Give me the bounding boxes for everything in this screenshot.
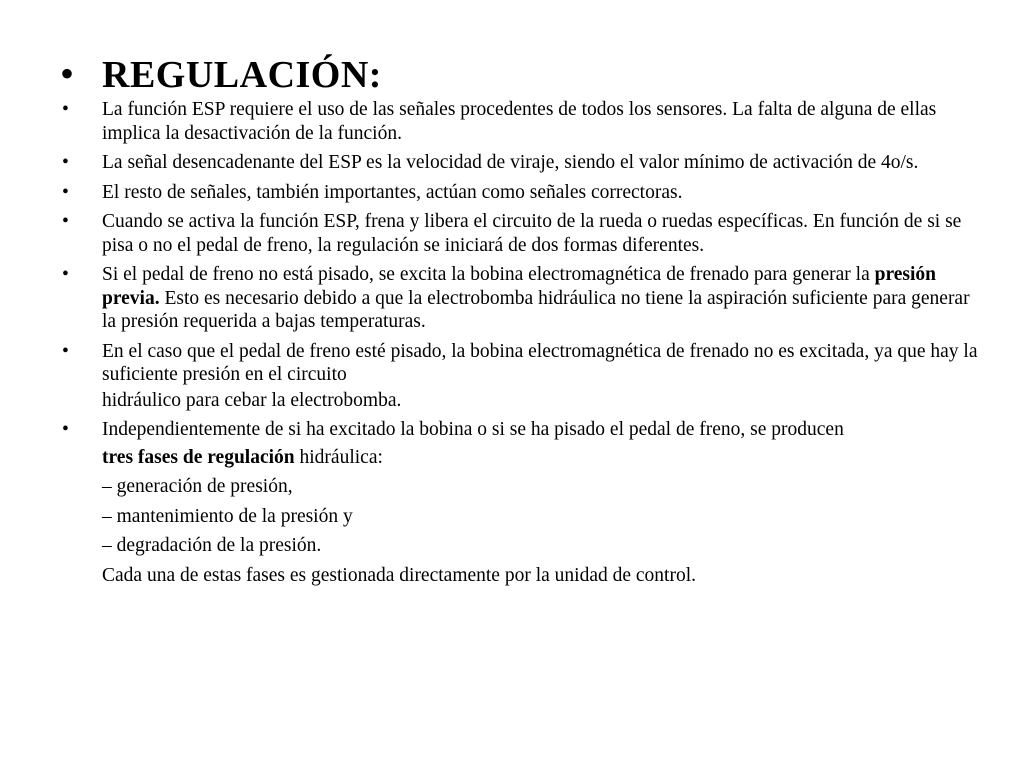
bullet-text: En el caso que el pedal de freno esté pisado, la bobina electromagnética de frenado no es excitada, ya que hay la suficiente presión en el circuito bbox=[102, 340, 978, 385]
bullet-item-6 bbox=[58, 340, 988, 387]
phases-heading-bold: tres fases de regulación bbox=[102, 446, 295, 468]
bullet-text bbox=[102, 263, 988, 334]
phases-heading bbox=[58, 446, 988, 470]
bullet-text: Independientemente de si ha excitado la bobina o si se ha pisado el pedal de freno, se producen bbox=[102, 419, 844, 440]
bullet-item-1 bbox=[58, 98, 988, 145]
bullet-dot: • bbox=[62, 99, 69, 120]
bullet-item-7 bbox=[58, 418, 988, 442]
bullet-dot: • bbox=[62, 181, 69, 203]
bullet-text: La señal desencadenante del ESP es la velocidad de viraje, siendo el valor mínimo de activación de 4o/s. bbox=[102, 152, 919, 173]
bullet-dot: • bbox=[62, 264, 69, 285]
bullet-text-part2: Esto es necesario debido a que la electrobomba hidráulica no tiene la aspiración suficiente para generar la presión requerida a bajas temperaturas. bbox=[102, 287, 970, 332]
bullet-dot: • bbox=[62, 340, 69, 362]
slide-title: REGULACIÓN: bbox=[102, 54, 382, 96]
bullet-dot: • bbox=[62, 152, 69, 173]
phase-item-1: – generación de presión, bbox=[102, 476, 293, 497]
phases-heading-tail: hidráulica: bbox=[294, 446, 383, 468]
bullet-item-5 bbox=[58, 263, 988, 334]
bullet-item-3 bbox=[58, 181, 988, 205]
bullet-item-4 bbox=[58, 210, 988, 257]
bullet-dot: • bbox=[62, 419, 69, 440]
title-row bbox=[60, 50, 382, 97]
bullet-text: El resto de señales, también importantes, actúan como señales correctoras. bbox=[102, 181, 683, 203]
bullet-text-part1: Si el pedal de freno no está pisado, se excita la bobina electromagnética de frenado para generar la bbox=[102, 264, 875, 285]
bullet-item-2 bbox=[58, 151, 988, 175]
closing-text: Cada una de estas fases es gestionada directamente por la unidad de control. bbox=[102, 564, 696, 586]
title-bullet: • bbox=[60, 51, 75, 96]
bullet-text-bold: presión previa. bbox=[102, 264, 937, 309]
phase-item-3: – degradación de la presión. bbox=[102, 535, 322, 556]
bullet-continuation: hidráulico para cebar la electrobomba. bbox=[102, 389, 402, 411]
bullet-list bbox=[58, 98, 988, 593]
bullet-text: La función ESP requiere el uso de las señales procedentes de todos los sensores. La falta de alguna de ellas implica la desactivación de la función. bbox=[102, 99, 937, 144]
phase-item-2: – mantenimiento de la presión y bbox=[102, 505, 353, 527]
bullet-text: Cuando se activa la función ESP, frena y libera el circuito de la rueda o ruedas específicas. En función de si se pisa o no el pedal de freno, la regulación se iniciará de dos formas diferentes. bbox=[102, 211, 962, 256]
bullet-dot: • bbox=[62, 211, 69, 232]
